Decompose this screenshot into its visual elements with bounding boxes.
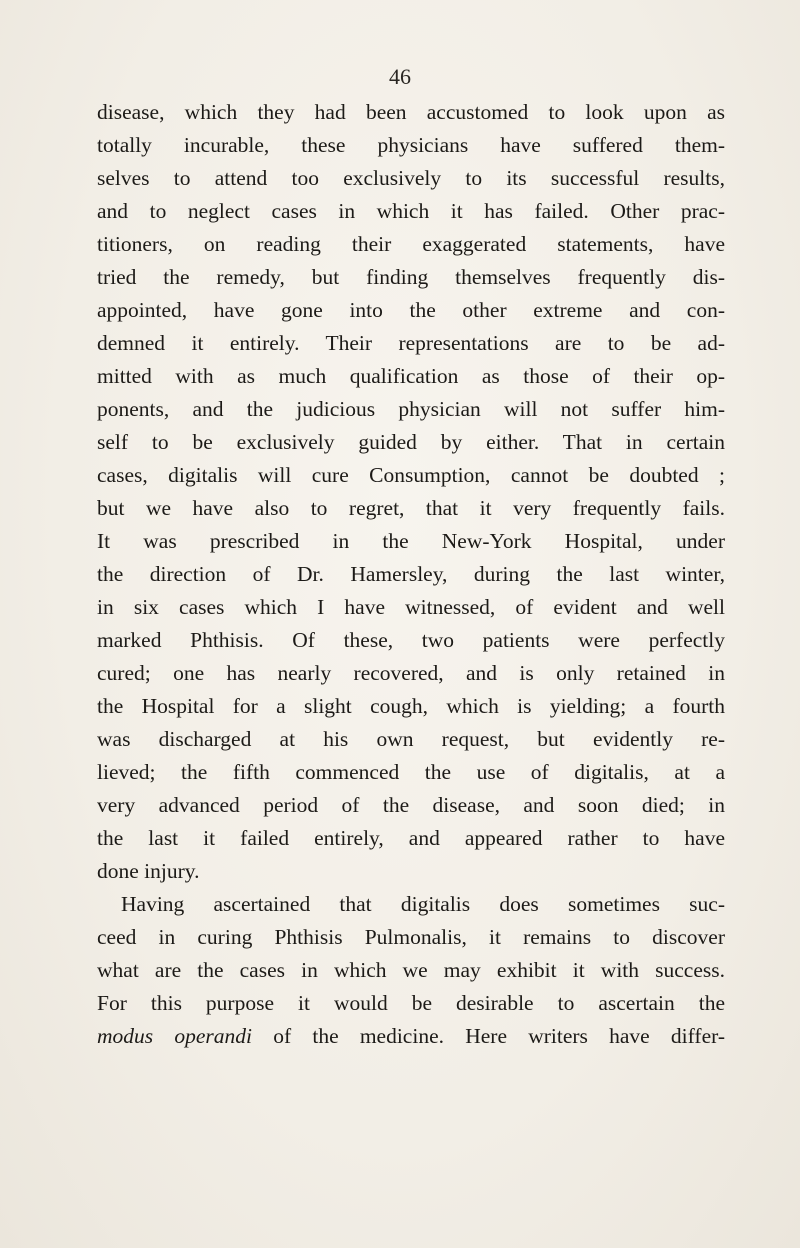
paragraph-2	[97, 888, 725, 1053]
text-line	[97, 1020, 725, 1053]
text-line: selves to attend too exclusively to its successful results,	[97, 166, 725, 190]
text-line: cured; one has nearly recovered, and is only retained in	[97, 661, 725, 685]
text-line: the last it failed entirely, and appeared rather to have	[97, 826, 725, 850]
paragraph-1	[97, 96, 725, 888]
text-line: It was prescribed in the New-York Hospital, under	[97, 529, 725, 553]
page-number: 46	[389, 64, 411, 89]
text-line: Having ascertained that digitalis does sometimes suc-	[121, 892, 725, 916]
text-line: titioners, on reading their exaggerated statements, have	[97, 232, 725, 256]
text-line: cases, digitalis will cure Consumption, cannot be doubted ;	[97, 463, 725, 487]
text-line: the direction of Dr. Hamersley, during the last winter,	[97, 562, 725, 586]
text-line: very advanced period of the disease, and soon died; in	[97, 793, 725, 817]
text-line: the Hospital for a slight cough, which is yielding; a fourth	[97, 694, 725, 718]
latin-phrase: modus operandi	[97, 1024, 252, 1048]
text-line: and to neglect cases in which it has failed. Other prac-	[97, 199, 725, 223]
text-line: but we have also to regret, that it very frequently fails.	[97, 496, 725, 520]
text-line-rest: of the medicine. Here writers have differ-	[252, 1024, 725, 1048]
text-line: For this purpose it would be desirable to ascertain the	[97, 991, 725, 1015]
text-line: demned it entirely. Their representations are to be ad-	[97, 331, 725, 355]
text-line: lieved; the fifth commenced the use of digitalis, at a	[97, 760, 725, 784]
text-line: tried the remedy, but finding themselves frequently dis-	[97, 265, 725, 289]
body-text	[97, 96, 725, 1053]
text-line: self to be exclusively guided by either. That in certain	[97, 430, 725, 454]
text-line: appointed, have gone into the other extreme and con-	[97, 298, 725, 322]
text-line: totally incurable, these physicians have suffered them-	[97, 133, 725, 157]
text-line: marked Phthisis. Of these, two patients were perfectly	[97, 628, 725, 652]
text-line: ponents, and the judicious physician will not suffer him-	[97, 397, 725, 421]
text-line: was discharged at his own request, but evidently re-	[97, 727, 725, 751]
text-line: what are the cases in which we may exhibit it with success.	[97, 958, 725, 982]
text-line: mitted with as much qualification as those of their op-	[97, 364, 725, 388]
text-line: ceed in curing Phthisis Pulmonalis, it remains to discover	[97, 925, 725, 949]
text-line: in six cases which I have witnessed, of evident and well	[97, 595, 725, 619]
text-line: disease, which they had been accustomed to look upon as	[97, 100, 725, 124]
text-line: done injury.	[97, 859, 200, 883]
